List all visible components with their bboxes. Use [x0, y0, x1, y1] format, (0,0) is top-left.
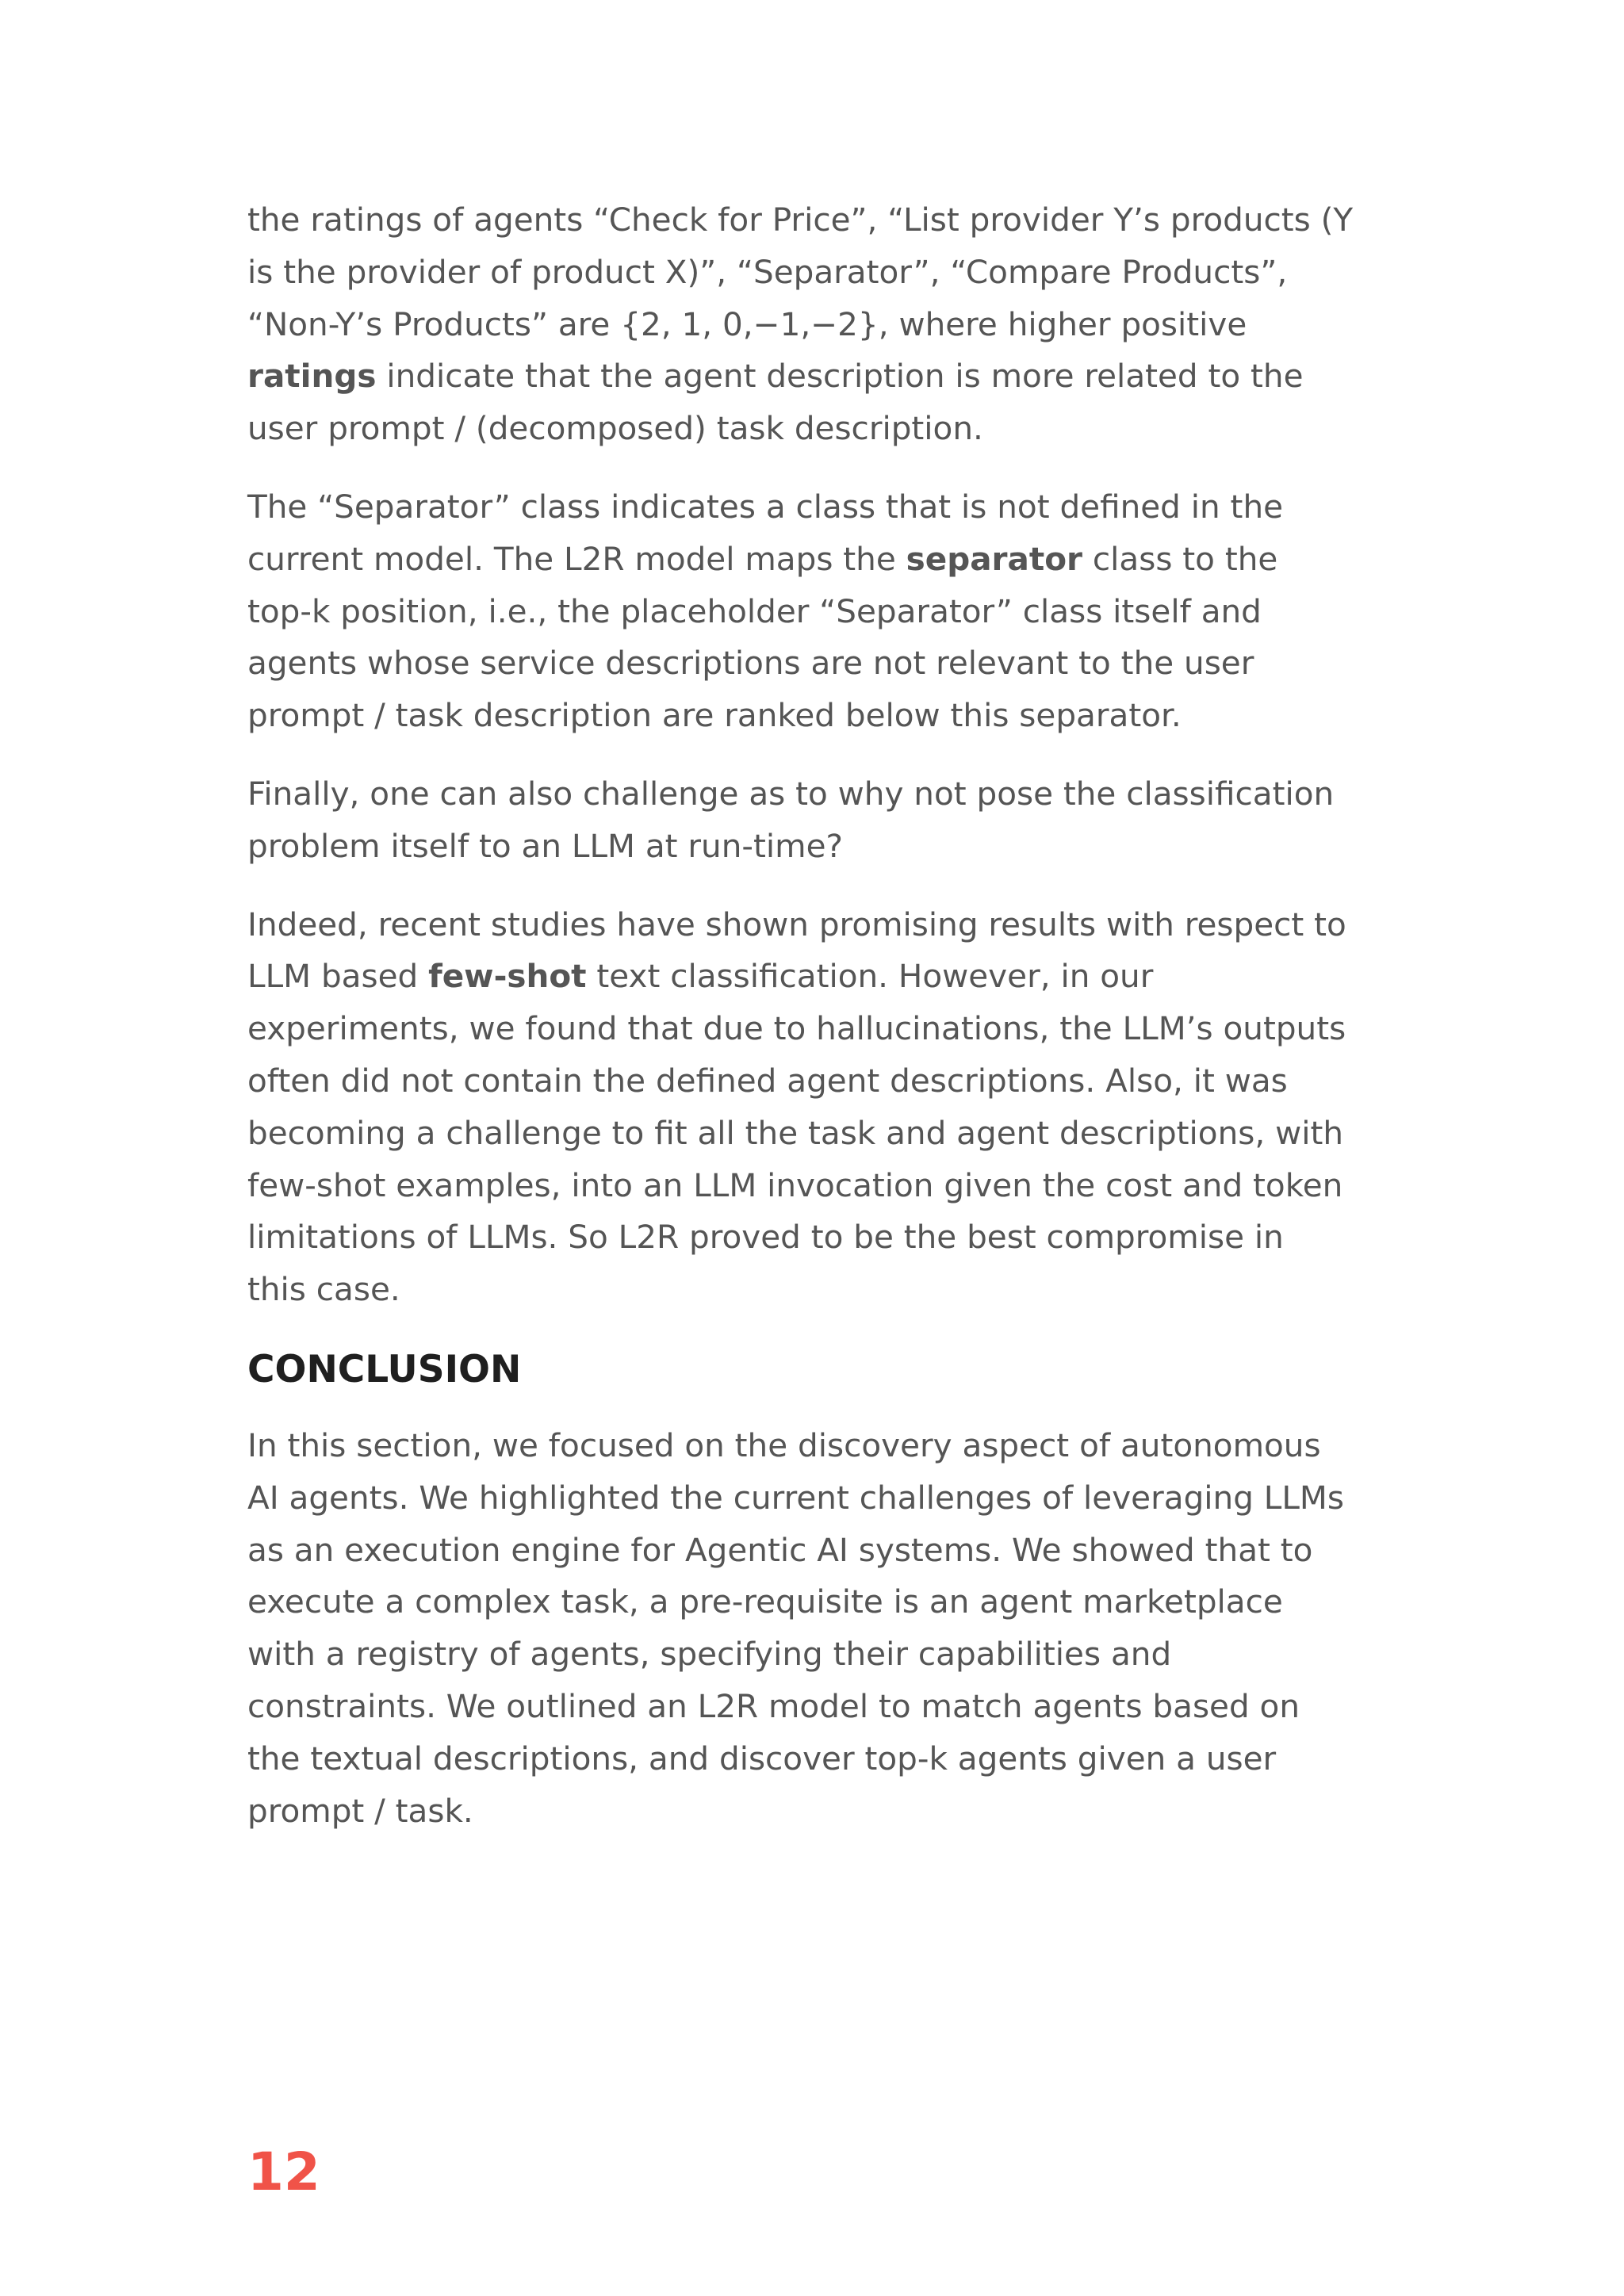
text-line: execute a complex task, a pre-requisite is an agent marketplace [247, 1582, 1283, 1621]
text-line: with a registry of agents, specifying their capabilities and [247, 1635, 1172, 1674]
text-line: prompt / task description are ranked below this separator. [247, 696, 1182, 735]
text-line: user prompt / (decomposed) task description. [247, 409, 983, 448]
text-line: often did not contain the defined agent descriptions. Also, it was [247, 1061, 1288, 1100]
text-line: The “Separator” class indicates a class that is not defined in the [247, 487, 1284, 526]
bold-term-ratings: ratings [247, 357, 377, 396]
text-line [247, 350, 1405, 403]
text-line: experiments, we found that due to hallucinations, the LLM’s outputs [247, 1009, 1346, 1048]
text-line: Finally, one can also challenge as to why not pose the classification [247, 774, 1335, 813]
text-line: AI agents. We highlighted the current challenges of leveraging LLMs [247, 1478, 1344, 1517]
text-line: prompt / task. [247, 1791, 473, 1830]
bold-term-separator: separator [906, 539, 1083, 578]
text-line: is the provider of product X)”, “Separator”, “Compare Products”, [247, 252, 1288, 291]
section-heading-conclusion: CONCLUSION [247, 1347, 522, 1391]
text-segment: text classification. However, in our [586, 957, 1154, 996]
text-line: Indeed, recent studies have shown promising results with respect to [247, 905, 1346, 943]
text-line: “Non-Y’s Products” are {2, 1, 0,−1,−2}, where higher positive [247, 304, 1247, 343]
text-line: top-k position, i.e., the placeholder “Separator” class itself and [247, 591, 1262, 630]
text-line: limitations of LLMs. So L2R proved to be the best compromise in [247, 1218, 1284, 1257]
text-line [247, 534, 1405, 586]
text-segment: indicate that the agent description is more related to the [376, 357, 1304, 396]
paragraph-few-shot [247, 899, 1405, 1316]
text-line: becoming a challenge to fit all the task and agent descriptions, with [247, 1113, 1344, 1152]
text-line: the ratings of agents “Check for Price”, “List provider Y’s products (Y [247, 201, 1354, 239]
text-line: as an execution engine for Agentic AI systems. We showed that to [247, 1530, 1313, 1569]
text-line: In this section, we focused on the discovery aspect of autonomous [247, 1425, 1321, 1464]
text-line: this case. [247, 1270, 400, 1309]
text-segment: class to the [1082, 539, 1278, 578]
paragraph-conclusion [247, 1420, 1405, 1837]
text-line: the textual descriptions, and discover top-k agents given a user [247, 1739, 1277, 1777]
paragraph-separator [247, 481, 1405, 742]
text-line: constraints. We outlined an L2R model to match agents based on [247, 1686, 1300, 1725]
text-segment: LLM based [247, 957, 429, 996]
page-content [247, 194, 1405, 1863]
page-number: 12 [247, 2141, 320, 2202]
text-line: agents whose service descriptions are not relevant to the user [247, 644, 1254, 683]
paragraph-ratings [247, 194, 1405, 455]
text-line [247, 951, 1405, 1003]
paragraph-challenge [247, 768, 1405, 873]
text-line: few-shot examples, into an LLM invocation given the cost and token [247, 1165, 1343, 1204]
text-segment: current model. The L2R model maps the [247, 539, 906, 578]
text-line: problem itself to an LLM at run-time? [247, 826, 843, 865]
bold-term-few-shot: few-shot [428, 957, 587, 996]
